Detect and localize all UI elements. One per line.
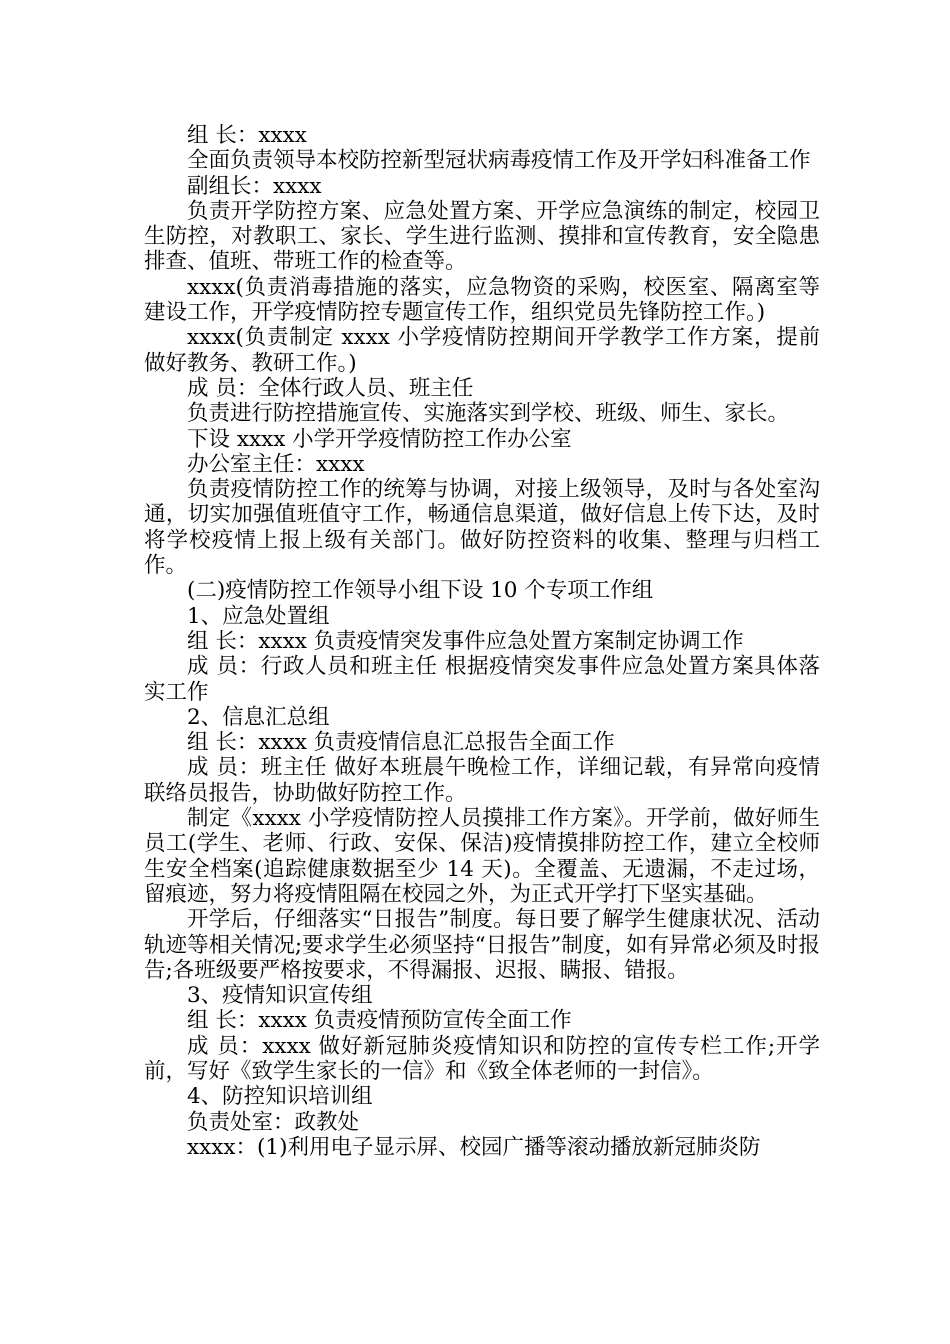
- paragraph: 成 员：行政人员和班主任 根据疫情突发事件应急处置方案具体落实工作: [144, 654, 820, 705]
- document-body: [144, 123, 820, 1160]
- paragraph: 成 员：班主任 做好本班晨午晚检工作，详细记载，有异常向疫情联络员报告，协助做好防控工作。: [144, 755, 820, 806]
- paragraph: 组 长：xxxx 负责疫情突发事件应急处置方案制定协调工作: [187, 628, 744, 654]
- group-heading: 2、信息汇总组: [187, 704, 330, 730]
- paragraph: 全面负责领导本校防控新型冠状病毒疫情工作及开学妇科准备工作: [187, 148, 811, 174]
- paragraph: 副组长：xxxx: [187, 173, 322, 199]
- paragraph: xxxx(负责消毒措施的落实，应急物资的采购，校医室、隔离室等建设工作，开学疫情防控专题宣传工作，组织党员先锋防控工作。): [144, 274, 820, 326]
- paragraph: 负责疫情防控工作的统筹与协调，对接上级领导，及时与各处室沟通，切实加强值班值守工作，畅通信息渠道，做好信息上传下达，及时将学校疫情上报上级有关部门。做好防控资料的收集、整理与归档工作。: [144, 477, 820, 579]
- group-heading: 4、防控知识培训组: [187, 1084, 373, 1110]
- group-heading: 1、应急处置组: [187, 603, 330, 629]
- paragraph: 负责处室：政教处: [187, 1109, 360, 1135]
- paragraph: 成 员：全体行政人员、班主任: [187, 375, 474, 401]
- paragraph: xxxx(负责制定 xxxx 小学疫情防控期间开学教学工作方案，提前做好教务、教研工作。): [144, 325, 820, 376]
- paragraph: 负责进行防控措施宣传、实施落实到学校、班级、师生、家长。: [187, 401, 790, 427]
- paragraph: 下设 xxxx 小学开学疫情防控工作办公室: [187, 426, 572, 452]
- paragraph: 组 长：xxxx 负责疫情预防宣传全面工作: [187, 1008, 572, 1034]
- paragraph: 组 长：xxxx: [187, 123, 307, 148]
- paragraph: xxxx：(1)利用电子显示屏、校园广播等滚动播放新冠肺炎防: [187, 1134, 761, 1160]
- section-heading: (二)疫情防控工作领导小组下设 10 个专项工作组: [187, 578, 654, 604]
- paragraph: 负责开学防控方案、应急处置方案、开学应急演练的制定，校园卫生防控，对教职工、家长、学生进行监测、摸排和宣传教育，安全隐患排查、值班、带班工作的检查等。: [144, 198, 820, 275]
- paragraph: 办公室主任：xxxx: [187, 451, 365, 477]
- paragraph: 制定《xxxx 小学疫情防控人员摸排工作方案》。开学前，做好师生员工(学生、老师、行政、安保、保洁)疫情摸排防控工作，建立全校师生安全档案(追踪健康数据至少 14 天)。全覆盖、无遗漏，不走过场，留痕迹，努力将疫情阻隔在校园之外，为正式开学打下坚实基础。: [144, 806, 820, 907]
- group-heading: 3、疫情知识宣传组: [187, 983, 373, 1009]
- paragraph: 开学后，仔细落实“日报告”制度。每日要了解学生健康状况、活动轨迹等相关情况;要求学生必须坚持“日报告”制度，如有异常必须及时报告;各班级要严格按要求，不得漏报、迟报、瞒报、错报。: [144, 907, 820, 983]
- paragraph: 成 员：xxxx 做好新冠肺炎疫情知识和防控的宣传专栏工作;开学前，写好《致学生家长的一信》和《致全体老师的一封信》。: [144, 1033, 820, 1084]
- paragraph: 组 长：xxxx 负责疫情信息汇总报告全面工作: [187, 730, 615, 756]
